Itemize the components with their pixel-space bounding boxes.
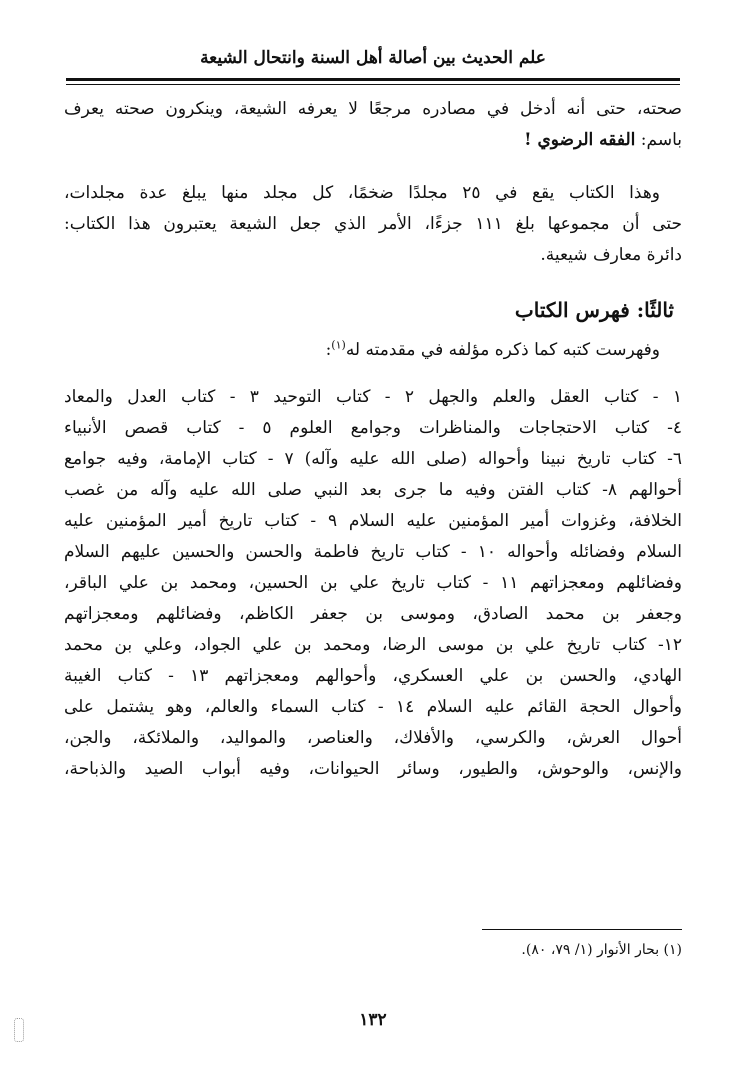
intro-text: وفهرست كتبه كما ذكره مؤلفه في مقدمته له [345, 340, 660, 360]
page-number: ١٣٢ [359, 1010, 387, 1030]
paragraph-1 [64, 94, 682, 156]
contents-line: وجعفر بن محمد الصادق، وموسى بن جعفر الكاظم، وفضائلهم ومعجزاتهم [64, 604, 682, 624]
body-text [64, 94, 682, 807]
running-header: علم الحديث بين أصالة أهل السنة وانتحال الشيعة [200, 48, 546, 68]
intro-suffix: : [325, 340, 332, 360]
contents-line: أحوالهم ٨- كتاب الفتن وفيه ما جرى بعد النبي صلى الله عليه وآله من غصب [64, 480, 682, 500]
paragraph-line: صحته، حتى أنه أدخل في مصادره مرجعًا لا يعرفه الشيعة، وينكرون صحته يعرف [64, 99, 682, 119]
contents-line: الهادي، والحسن بن علي العسكري، وأحوالهم ومعجزاتهم ١٣ - كتاب الغيبة [64, 666, 682, 686]
contents-line: السلام وفضائله وأحواله ١٠ - كتاب تاريخ فاطمة والحسن والحسين عليهم السلام [64, 542, 683, 562]
paragraph-line: دائرة معارف شيعية. [540, 245, 682, 265]
contents-line: وأحوال الحجة القائم عليه السلام ١٤ - كتاب السماء والعالم، وهو يشتمل على [64, 697, 682, 717]
contents-line: وفضائلهم ومعجزاتهم ١١ - كتاب تاريخ علي بن الحسين، ومحمد بن علي الباقر، [64, 573, 682, 593]
footnote-reference[interactable]: (١) [331, 338, 346, 352]
footnote: (١) بحار الأنوار (١/ ٧٩، ٨٠). [521, 942, 682, 958]
paragraph-text: باسم: [635, 130, 682, 150]
scan-margin-mark [14, 1018, 24, 1042]
header-rule-thick [66, 78, 680, 81]
contents-line: ٤- كتاب الاحتجاجات والمناظرات وجوامع العلوم ٥ - كتاب قصص الأنبياء [64, 418, 683, 438]
header-rule-thin [66, 84, 680, 85]
intro-line [64, 335, 682, 366]
contents-line: ١ - كتاب العقل والعلم والجهل ٢ - كتاب التوحيد ٣ - كتاب العدل والمعاد [64, 387, 682, 407]
paragraph-2 [64, 178, 682, 271]
contents-line: الخلافة، وغزوات أمير المؤمنين عليه السلام ٩ - كتاب تاريخ أمير المؤمنين عليه [64, 511, 682, 531]
section-title: ثالثًا: فهرس الكتاب [514, 298, 674, 322]
paragraph-line: حتى أن مجموعها بلغ ١١١ جزءًا، الأمر الذي جعل الشيعة يعتبرون هذا الكتاب: [64, 214, 682, 234]
contents-line: ٦- كتاب تاريخ نبينا وأحواله (صلى الله عليه وآله) ٧ - كتاب الإمامة، وفيه جوامع [64, 449, 682, 469]
footnote-rule [482, 929, 682, 930]
paragraph-last-line [64, 125, 682, 156]
intro-paragraph [64, 335, 682, 366]
contents-line: أحوال العرش، والكرسي، والأفلاك، والعناصر، والمواليد، والملائكة، والجن، [64, 728, 682, 748]
book-title-emphasis: الفقه الرضوي ! [524, 130, 636, 150]
paragraph-line: وهذا الكتاب يقع في ٢٥ مجلدًا ضخمًا، كل مجلد منها يبلغ عدة مجلدات، [64, 183, 661, 203]
contents-line: ١٢- كتاب تاريخ علي بن موسى الرضا، ومحمد بن علي الجواد، وعلي بن محمد [64, 635, 682, 655]
contents-line: والإنس، والوحوش، والطيور، وسائر الحيوانات، وفيه أبواب الصيد والذباحة، [64, 759, 682, 779]
contents-list [64, 382, 682, 785]
